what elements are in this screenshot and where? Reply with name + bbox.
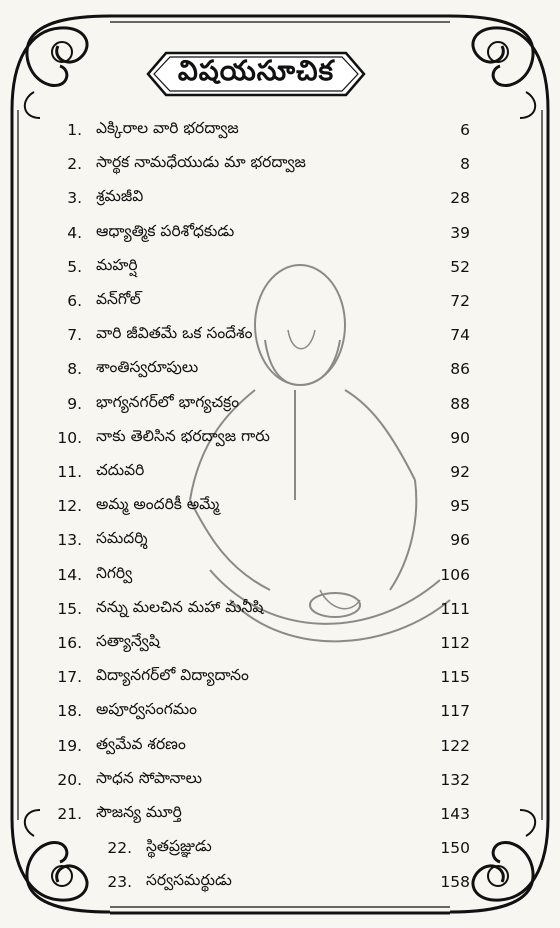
toc-entry-number: 13. xyxy=(57,531,82,550)
toc-entry-page: 106 xyxy=(440,565,470,584)
toc-entry-title: సార్థక నామధేయుడు మా భరద్వాజ xyxy=(96,153,306,172)
page-title: విషయసూచిక xyxy=(177,54,335,87)
toc-entry[interactable] xyxy=(42,562,132,588)
toc-entry[interactable] xyxy=(42,117,239,143)
toc-entry-page: 111 xyxy=(440,599,470,618)
toc-entry-title: సత్యాన్వేషి xyxy=(96,632,160,650)
toc-entry[interactable] xyxy=(42,733,186,759)
toc-entry-number: 14. xyxy=(57,565,82,584)
toc-entry-title: సాధన సోపానాలు xyxy=(96,768,202,787)
toc-entry-number: 15. xyxy=(57,599,82,618)
toc-entry-page: 132 xyxy=(440,770,470,789)
toc-entry-number: 5. xyxy=(67,257,82,276)
toc-entry-number: 3. xyxy=(67,189,82,208)
toc-entry-title: ఆధ్యాత్మిక పరిశోధకుడు xyxy=(96,221,235,240)
toc-entry-number: 4. xyxy=(67,223,82,242)
toc-entry-page: 90 xyxy=(450,428,470,447)
toc-entry-title: సౌజన్య మూర్తి xyxy=(96,803,182,821)
toc-entry[interactable] xyxy=(42,151,306,177)
toc-entry-number: 1. xyxy=(67,121,82,139)
toc-entry-title: స్థితప్రజ్ఞుడు xyxy=(146,837,212,856)
toc-entry-title: భాగ్యనగర్‌లో భాగ్యచక్రం xyxy=(96,392,240,411)
toc-entry-number: 23. xyxy=(107,873,132,892)
toc-entry-title: శాంతిస్వరూపులు xyxy=(96,358,199,377)
toc-entry-number: 6. xyxy=(67,292,82,310)
toc-entry-title: నిగర్వి xyxy=(96,563,133,582)
toc-entry-title: సర్వసమర్థుడు xyxy=(146,871,232,890)
toc-entry[interactable] xyxy=(42,254,138,280)
toc-entry-title: అమ్మ అందరికీ అమ్మే xyxy=(96,495,220,514)
toc-entry-number: 19. xyxy=(57,736,82,755)
toc-entry[interactable] xyxy=(42,596,263,622)
toc-entry[interactable] xyxy=(42,391,239,417)
toc-entry-page: 28 xyxy=(450,189,470,208)
toc-entry-page: 86 xyxy=(450,360,470,379)
toc-entry-title: త్వమేవ శరణం xyxy=(96,734,186,753)
toc-entry-number: 8. xyxy=(67,360,82,379)
toc-entry[interactable] xyxy=(42,698,197,724)
toc-entry-page: 6 xyxy=(460,121,470,139)
toc-entry-page: 88 xyxy=(450,394,470,413)
corner-ornament-top-left xyxy=(12,16,110,118)
toc-entry-title: శ్రమజీవి xyxy=(96,187,144,206)
corner-ornament-bottom-right xyxy=(450,810,548,912)
toc-entry-title: అపూర్వసంగమం xyxy=(96,700,198,719)
toc-entry[interactable] xyxy=(92,869,232,895)
toc-entry-number: 21. xyxy=(57,805,82,823)
toc-entry-title: విద్యానగర్‌లో విద్యాదానం xyxy=(96,666,249,685)
toc-entry-page: 74 xyxy=(450,326,470,345)
toc-entry[interactable] xyxy=(42,425,270,451)
toc-entry-page: 95 xyxy=(450,497,470,516)
toc-entry-number: 11. xyxy=(57,463,82,481)
toc-entry[interactable] xyxy=(42,220,234,246)
toc-entry[interactable] xyxy=(42,801,182,827)
toc-entry-page: 8 xyxy=(460,155,470,174)
toc-entry[interactable] xyxy=(42,493,219,519)
toc-entry-title: వారి జీవితమే ఒక సందేశం xyxy=(96,324,253,343)
toc-entry-title: వన్‌గోల్ xyxy=(96,290,141,308)
toc-entry-page: 39 xyxy=(450,223,470,242)
toc-entry[interactable] xyxy=(42,664,249,690)
toc-entry-page: 96 xyxy=(450,531,470,550)
toc-entry-page: 143 xyxy=(440,805,470,823)
toc-entry[interactable] xyxy=(42,356,198,382)
toc-entry-page: 92 xyxy=(450,463,470,481)
toc-entry-number: 22. xyxy=(107,839,132,858)
toc-entry-number: 17. xyxy=(57,668,82,687)
toc-entry-number: 10. xyxy=(57,428,82,447)
toc-entry-page: 112 xyxy=(440,634,470,652)
toc-entry-number: 2. xyxy=(67,155,82,174)
toc-entry-page: 122 xyxy=(440,736,470,755)
toc-entry[interactable] xyxy=(42,185,143,211)
toc-entry-number: 16. xyxy=(57,634,82,652)
toc-entry-page: 115 xyxy=(440,668,470,687)
corner-ornament-top-right xyxy=(450,16,548,118)
toc-entry-title: సమదర్శి xyxy=(96,529,148,548)
toc-entry-title: చదువరి xyxy=(96,461,145,479)
toc-entry-title: నన్ను మలచిన మహా మనీషి xyxy=(96,597,264,616)
toc-entry-page: 72 xyxy=(450,292,470,310)
toc-entry[interactable] xyxy=(92,835,212,861)
toc-entry-number: 18. xyxy=(57,702,82,721)
toc-entry-page: 158 xyxy=(440,873,470,892)
toc-entry[interactable] xyxy=(42,288,141,314)
toc-entry-number: 9. xyxy=(67,394,82,413)
toc-entry-number: 7. xyxy=(67,326,82,345)
toc-entry[interactable] xyxy=(42,322,253,348)
toc-entry-number: 12. xyxy=(57,497,82,516)
toc-entry-title: ఎక్కిరాల వారి భరద్వాజ xyxy=(96,119,239,137)
toc-entry[interactable] xyxy=(42,767,202,793)
toc-entry-title: మహర్షి xyxy=(96,255,138,274)
toc-entry[interactable] xyxy=(42,630,160,656)
toc-entry-page: 117 xyxy=(440,702,470,721)
toc-entry-title: నాకు తెలిసిన భరద్వాజ గారు xyxy=(96,426,270,445)
toc-entry[interactable] xyxy=(42,527,148,553)
toc-entry-number: 20. xyxy=(57,770,82,789)
toc-entry-page: 150 xyxy=(440,839,470,858)
toc-entry-page: 52 xyxy=(450,257,470,276)
toc-entry[interactable] xyxy=(42,459,144,485)
